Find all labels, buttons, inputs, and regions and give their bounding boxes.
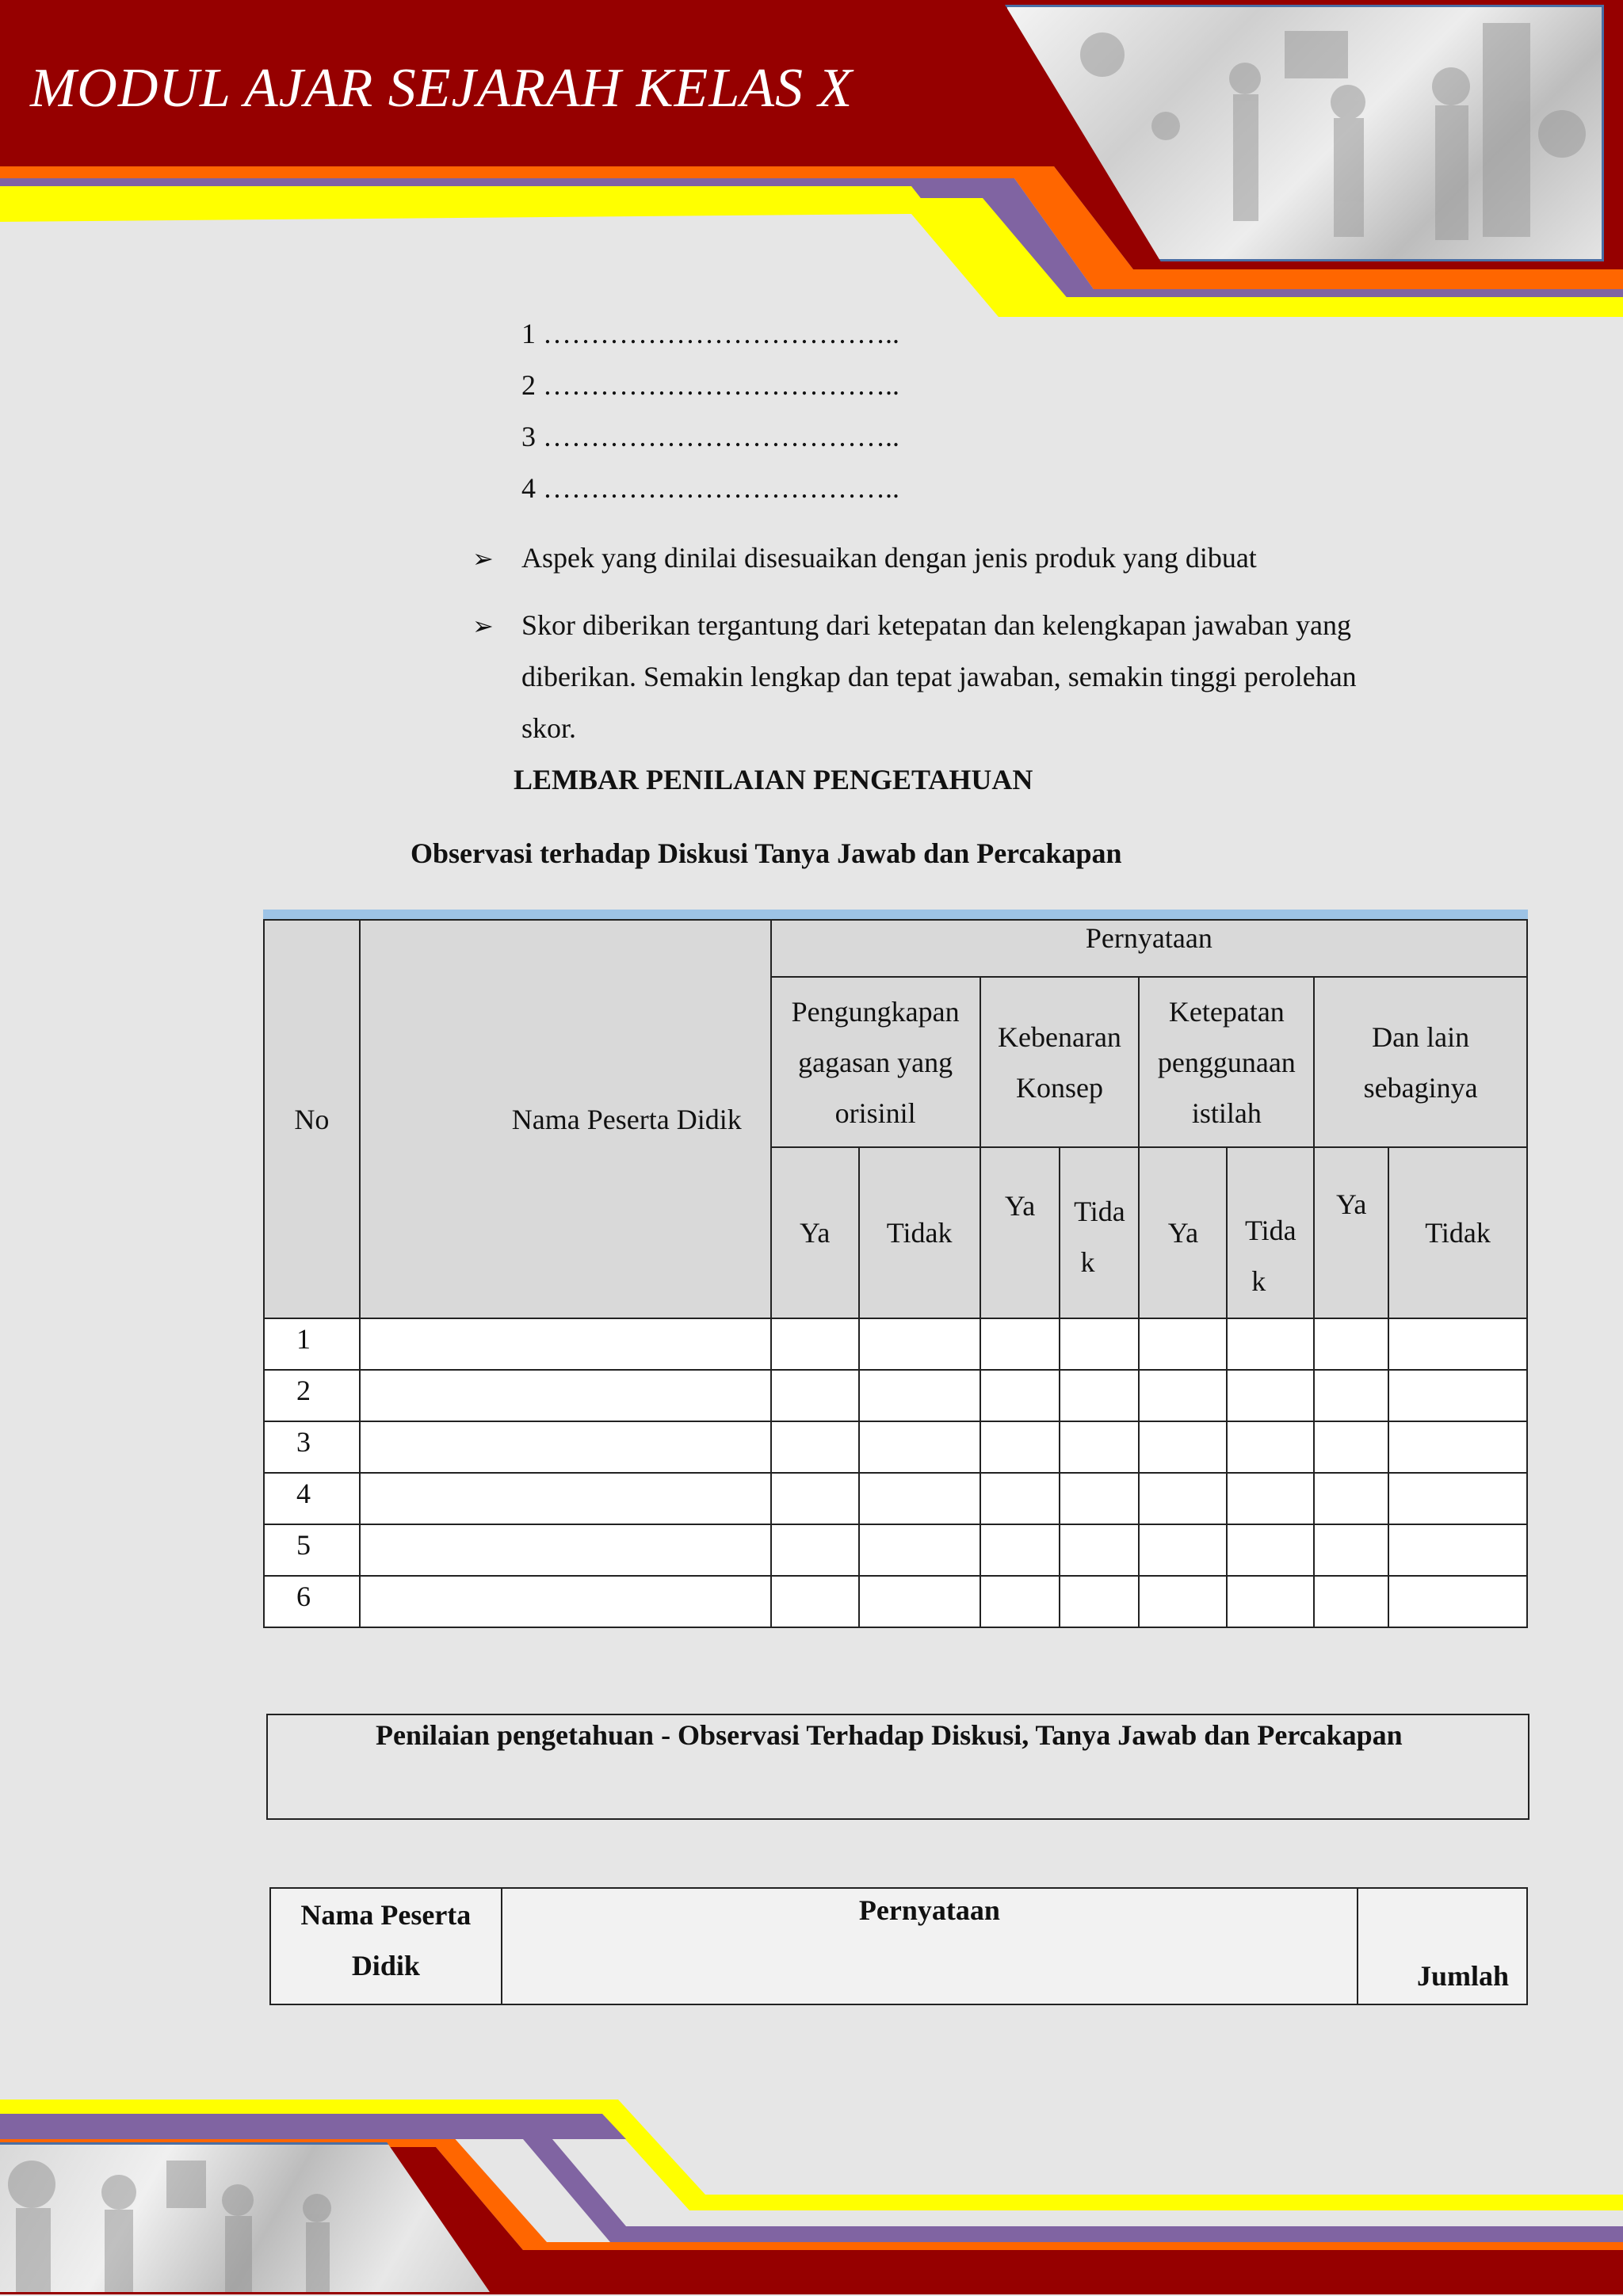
check-cell[interactable]: [1314, 1473, 1388, 1524]
check-cell[interactable]: [771, 1473, 859, 1524]
name-cell[interactable]: [360, 1524, 771, 1576]
group-line: Pengungkapan: [791, 995, 960, 1028]
document-title: MODUL AJAR SEJARAH KELAS X: [30, 58, 854, 119]
check-cell[interactable]: [771, 1524, 859, 1576]
table-row: [264, 1318, 1527, 1370]
check-cell[interactable]: [859, 1473, 980, 1524]
name-cell[interactable]: [360, 1318, 771, 1370]
check-cell[interactable]: [1388, 1473, 1527, 1524]
check-cell[interactable]: [1314, 1524, 1388, 1576]
row-number: 6: [264, 1576, 360, 1627]
check-cell[interactable]: [771, 1318, 859, 1370]
group-line: Kebenaran: [998, 1020, 1121, 1053]
group-line: Konsep: [1015, 1071, 1103, 1104]
check-cell[interactable]: [1227, 1318, 1314, 1370]
check-cell[interactable]: [859, 1576, 980, 1627]
list-line-1: 1 ………………………………..: [521, 318, 899, 349]
check-cell[interactable]: [1388, 1576, 1527, 1627]
heading-observasi: Observasi terhadap Diskusi Tanya Jawab dan Percakapan: [411, 837, 1122, 869]
check-cell[interactable]: [771, 1421, 859, 1473]
check-cell[interactable]: [980, 1473, 1060, 1524]
summary-header-pernyataan: Pernyataan: [502, 1888, 1358, 2004]
check-cell[interactable]: [1060, 1318, 1139, 1370]
name-cell[interactable]: [360, 1576, 771, 1627]
check-cell[interactable]: [1139, 1473, 1227, 1524]
header-group-ketepatan: [1139, 977, 1314, 1147]
name-cell[interactable]: [360, 1370, 771, 1421]
summary-table: [269, 1887, 1528, 2005]
group-line: istilah: [1191, 1097, 1262, 1129]
check-cell[interactable]: [771, 1370, 859, 1421]
check-cell[interactable]: [980, 1370, 1060, 1421]
group-line: gagasan yang: [798, 1046, 953, 1078]
header-group-dan-lain: [1314, 977, 1527, 1147]
check-cell[interactable]: [1388, 1421, 1527, 1473]
check-cell[interactable]: [1314, 1421, 1388, 1473]
table-row: [264, 1524, 1527, 1576]
check-cell[interactable]: [1227, 1576, 1314, 1627]
check-cell[interactable]: [980, 1318, 1060, 1370]
check-cell[interactable]: [1139, 1421, 1227, 1473]
check-cell[interactable]: [1227, 1370, 1314, 1421]
check-cell[interactable]: [1139, 1370, 1227, 1421]
heading-lembar-penilaian: LEMBAR PENILAIAN PENGETAHUAN: [514, 764, 1033, 795]
bullet-text-2-end: skor.: [521, 712, 577, 744]
check-cell[interactable]: [1139, 1318, 1227, 1370]
check-cell[interactable]: [1314, 1370, 1388, 1421]
check-cell[interactable]: [1314, 1318, 1388, 1370]
row-number: 1: [264, 1318, 360, 1370]
check-cell[interactable]: [1388, 1524, 1527, 1576]
header-ya: Ya: [771, 1147, 859, 1318]
observation-table: [263, 919, 1528, 1628]
bullet-arrow-icon: ➢: [472, 544, 494, 573]
table-row: [264, 1576, 1527, 1627]
row-number: 2: [264, 1370, 360, 1421]
check-cell[interactable]: [1314, 1576, 1388, 1627]
penilaian-box-title: Penilaian pengetahuan - Observasi Terhadap Diskusi, Tanya Jawab dan Percakapan: [376, 1719, 1403, 1751]
header-pernyataan: Pernyataan: [771, 920, 1527, 977]
check-cell[interactable]: [1388, 1318, 1527, 1370]
check-cell[interactable]: [1139, 1576, 1227, 1627]
group-line: penggunaan: [1157, 1046, 1296, 1078]
check-cell[interactable]: [980, 1524, 1060, 1576]
check-cell[interactable]: [859, 1421, 980, 1473]
list-line-4: 4 ………………………………..: [521, 472, 899, 504]
list-line-3: 3 ………………………………..: [521, 421, 899, 452]
check-cell[interactable]: [859, 1370, 980, 1421]
check-cell[interactable]: [1060, 1473, 1139, 1524]
tidak-part: Tida: [1244, 1215, 1296, 1246]
check-cell[interactable]: [1060, 1421, 1139, 1473]
tidak-part: k: [1251, 1265, 1266, 1297]
header-ya: Ya: [980, 1147, 1060, 1318]
summary-nama-line: Nama Peserta: [300, 1899, 472, 1931]
header-group-pengungkapan: [771, 977, 980, 1147]
row-number: 5: [264, 1524, 360, 1576]
group-line: orisinil: [834, 1097, 916, 1129]
summary-nama-line: Didik: [351, 1950, 420, 1981]
bullet-arrow-icon: ➢: [472, 612, 494, 640]
group-line: sebaginya: [1363, 1071, 1478, 1104]
summary-header-nama: [270, 1888, 502, 2004]
header-nama-peserta: Nama Peserta Didik: [360, 920, 771, 1318]
row-number: 3: [264, 1421, 360, 1473]
check-cell[interactable]: [1139, 1524, 1227, 1576]
check-cell[interactable]: [1227, 1421, 1314, 1473]
header-tidak-wrapped: [1227, 1147, 1314, 1318]
tidak-part: Tida: [1074, 1196, 1125, 1227]
check-cell[interactable]: [1227, 1473, 1314, 1524]
summary-header-jumlah: Jumlah: [1358, 1888, 1527, 2004]
header-tidak: Tidak: [1388, 1147, 1527, 1318]
check-cell[interactable]: [980, 1421, 1060, 1473]
table-row: [264, 1473, 1527, 1524]
header-no: No: [264, 920, 360, 1318]
penilaian-box: [266, 1714, 1529, 1820]
bullet-text-2: Skor diberikan tergantung dari ketepatan dan kelengkapan jawaban yang: [521, 609, 1351, 641]
group-line: Ketepatan: [1168, 995, 1285, 1028]
check-cell[interactable]: [1060, 1370, 1139, 1421]
name-cell[interactable]: [360, 1473, 771, 1524]
bullet-text-1: Aspek yang dinilai disesuaikan dengan jenis produk yang dibuat: [521, 542, 1257, 574]
header-group-kebenaran: [980, 977, 1140, 1147]
check-cell[interactable]: [859, 1524, 980, 1576]
name-cell[interactable]: [360, 1421, 771, 1473]
check-cell[interactable]: [1060, 1576, 1139, 1627]
check-cell[interactable]: [859, 1318, 980, 1370]
check-cell[interactable]: [1227, 1524, 1314, 1576]
row-number: 4: [264, 1473, 360, 1524]
check-cell[interactable]: [1060, 1524, 1139, 1576]
header-ya: Ya: [1139, 1147, 1227, 1318]
table-row: [264, 1421, 1527, 1473]
check-cell[interactable]: [980, 1576, 1060, 1627]
header-tidak-wrapped: [1060, 1147, 1139, 1318]
group-line: Dan lain: [1372, 1020, 1470, 1053]
table-row: [264, 1370, 1527, 1421]
header-tidak: Tidak: [859, 1147, 980, 1318]
check-cell[interactable]: [1388, 1370, 1527, 1421]
check-cell[interactable]: [771, 1576, 859, 1627]
header-ya: Ya: [1314, 1147, 1388, 1318]
list-line-2: 2 ………………………………..: [521, 369, 899, 401]
tidak-part: k: [1080, 1246, 1095, 1278]
bullet-text-2-cont: diberikan. Semakin lengkap dan tepat jawaban, semakin tinggi perolehan: [521, 661, 1357, 692]
